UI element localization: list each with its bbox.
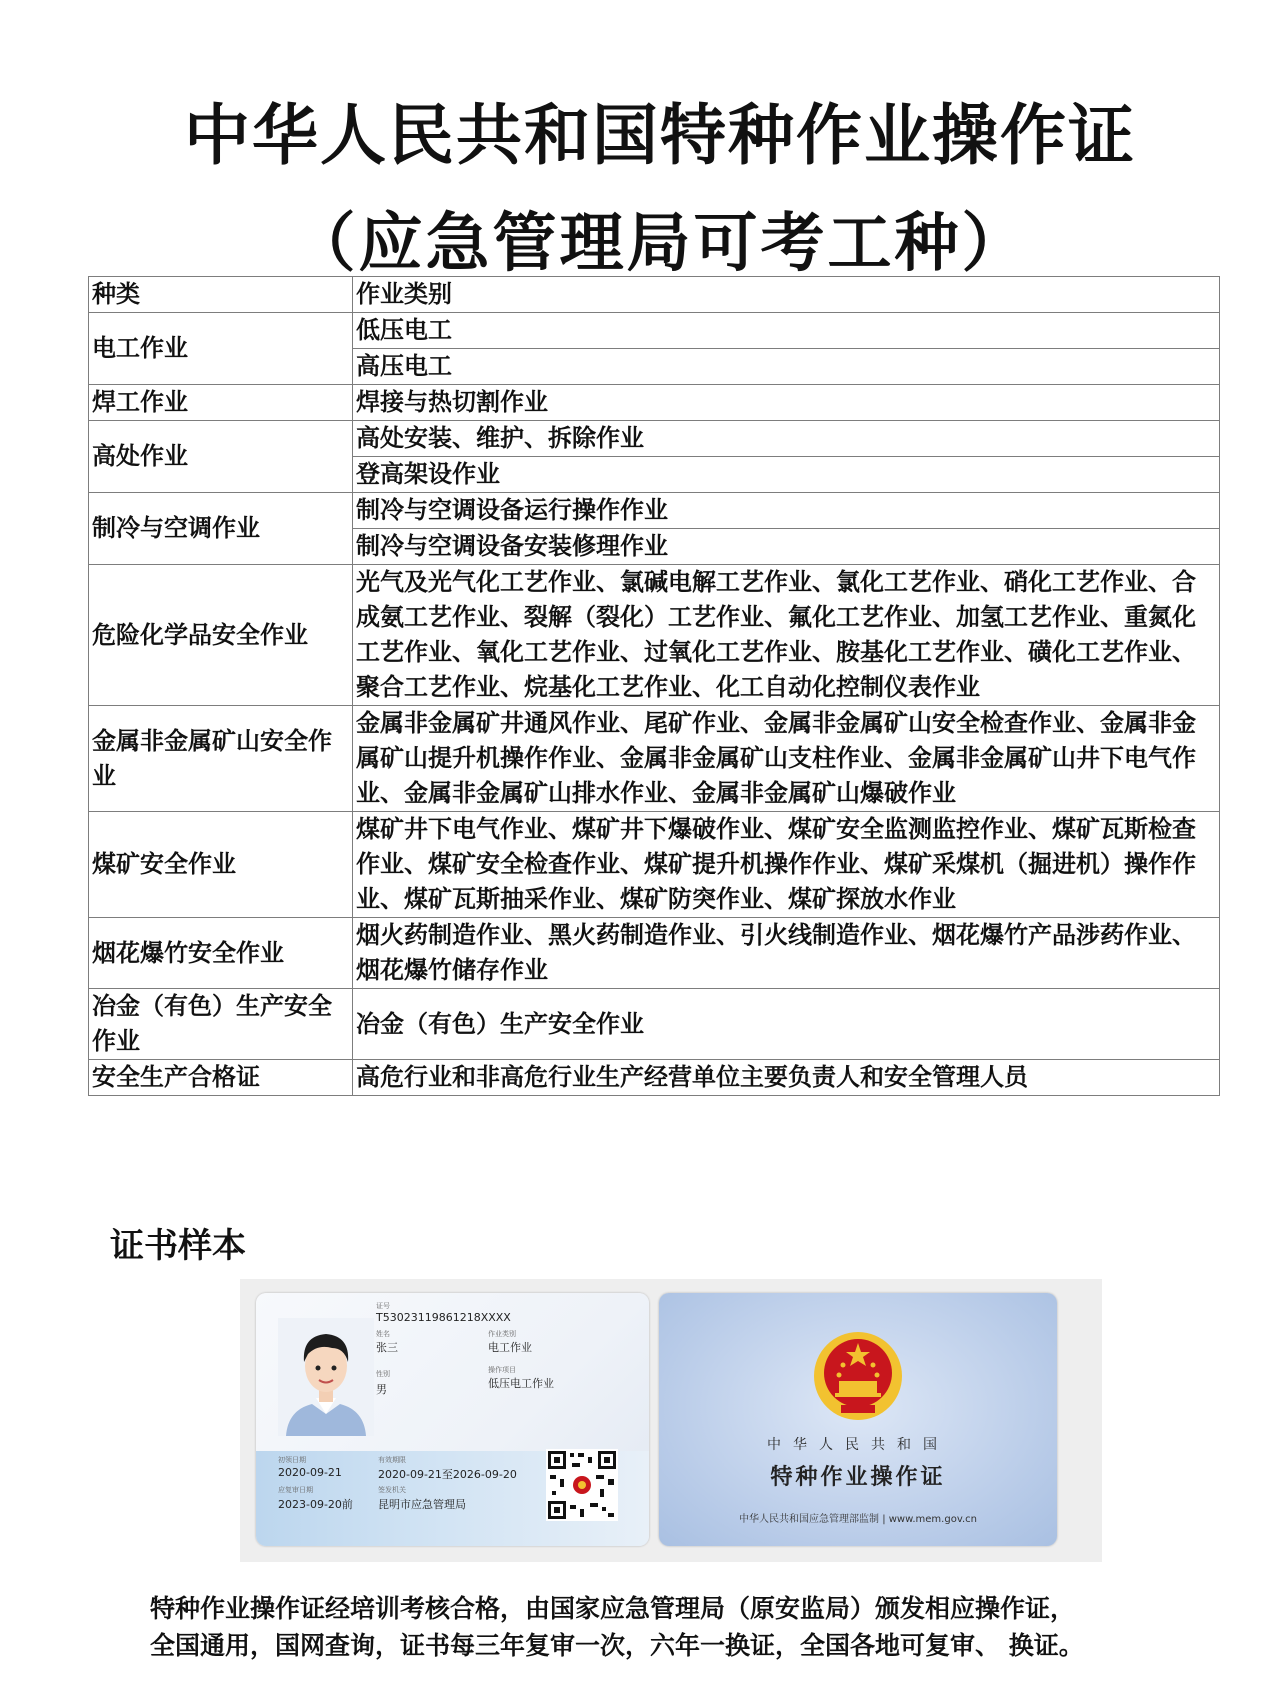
- type-cell: 冶金（有色）生产安全作业: [353, 989, 1220, 1060]
- certificate-front: [256, 1293, 649, 1546]
- type-cell: 烟火药制造作业、黑火药制造作业、引火线制造作业、烟花爆竹产品涉药作业、烟花爆竹储存作业: [353, 918, 1220, 989]
- type-cell: 焊接与热切割作业: [353, 385, 1220, 421]
- gender-value: 男: [376, 1383, 387, 1396]
- table-row: [89, 706, 1220, 812]
- category-cell: 焊工作业: [89, 385, 353, 421]
- table-header-type: 作业类别: [353, 277, 1220, 313]
- table-header-row: [89, 277, 1220, 313]
- first-issue-value: 2020-09-21: [278, 1466, 342, 1479]
- item-label: 操作项目: [488, 1366, 516, 1374]
- certificate-back: [659, 1293, 1057, 1546]
- type-cell: 高危行业和非高危行业生产经营单位主要负责人和安全管理人员: [353, 1060, 1220, 1096]
- back-certificate-title: 特种作业操作证: [770, 1465, 946, 1490]
- person-photo-icon: [278, 1318, 374, 1436]
- type-cell: 高压电工: [353, 349, 1220, 385]
- table-row: [89, 812, 1220, 918]
- name-label: 姓名: [376, 1330, 390, 1338]
- issuer-value: 昆明市应急管理局: [378, 1498, 466, 1511]
- back-country-name: 中华人民共和国: [767, 1437, 949, 1453]
- footer-note-line-2: 全国通用，国网查询，证书每三年复审一次，六年一换证，全国各地可复审、 换证。: [150, 1631, 1084, 1660]
- cert-no-value: T53023119861218XXXX: [376, 1311, 511, 1324]
- cert-no-label: 证号: [376, 1302, 390, 1310]
- first-issue-label: 初领日期: [278, 1456, 306, 1464]
- category-label: 作业类别: [488, 1330, 516, 1338]
- category-cell: 电工作业: [89, 313, 353, 385]
- table-row: [89, 565, 1220, 706]
- page-subtitle: （应急管理局可考工种）: [291, 207, 1029, 281]
- item-value: 低压电工作业: [488, 1377, 554, 1390]
- sample-title: 证书样本: [110, 1226, 246, 1266]
- job-category-table: [88, 276, 1220, 1096]
- name-value: 张三: [376, 1341, 398, 1354]
- footer-note: [150, 1590, 1150, 1664]
- issuer-label: 签发机关: [378, 1486, 406, 1494]
- valid-label: 有效期限: [378, 1456, 406, 1464]
- category-cell: 制冷与空调作业: [89, 493, 353, 565]
- type-cell: 煤矿井下电气作业、煤矿井下爆破作业、煤矿安全监测监控作业、煤矿瓦斯检查作业、煤矿安全检查作业、煤矿提升机操作作业、煤矿采煤机（掘进机）操作作业、煤矿瓦斯抽采作业、煤矿防突作业、煤矿探放水作业: [353, 812, 1220, 918]
- category-cell: 烟花爆竹安全作业: [89, 918, 353, 989]
- gender-label: 性别: [376, 1370, 390, 1378]
- type-cell: 制冷与空调设备运行操作作业: [353, 493, 1220, 529]
- review-value: 2023-09-20前: [278, 1498, 353, 1511]
- table-row: [89, 493, 1220, 529]
- table-row: [89, 1060, 1220, 1096]
- footer-note-line-1: 特种作业操作证经培训考核合格，由国家应急管理局（原安监局）颁发相应操作证，: [150, 1594, 1076, 1623]
- category-cell: 煤矿安全作业: [89, 812, 353, 918]
- type-cell: 低压电工: [353, 313, 1220, 349]
- category-cell: 冶金（有色）生产安全作业: [89, 989, 353, 1060]
- table-row: [89, 385, 1220, 421]
- table-header-category: 种类: [89, 277, 353, 313]
- page-title: 中华人民共和国特种作业操作证: [184, 97, 1136, 174]
- valid-value: 2020-09-21至2026-09-20: [378, 1468, 517, 1481]
- type-cell: 光气及光气化工艺作业、氯碱电解工艺作业、氯化工艺作业、硝化工艺作业、合成氨工艺作业、裂解（裂化）工艺作业、氟化工艺作业、加氢工艺作业、重氮化工艺作业、氧化工艺作业、过氧化工艺作业、胺基化工艺作业、磺化工艺作业、聚合工艺作业、烷基化工艺作业、化工自动化控制仪表作业: [353, 565, 1220, 706]
- category-cell: 危险化学品安全作业: [89, 565, 353, 706]
- table-row: [89, 918, 1220, 989]
- category-cell: 金属非金属矿山安全作业: [89, 706, 353, 812]
- type-cell: 登高架设作业: [353, 457, 1220, 493]
- category-cell: 高处作业: [89, 421, 353, 493]
- type-cell: 金属非金属矿井通风作业、尾矿作业、金属非金属矿山安全检查作业、金属非金属矿山提升机操作作业、金属非金属矿山支柱作业、金属非金属矿山井下电气作业、金属非金属矿山排水作业、金属非金属矿山爆破作业: [353, 706, 1220, 812]
- national-emblem-icon: [811, 1329, 905, 1423]
- table-row: [89, 421, 1220, 457]
- table-row: [89, 313, 1220, 349]
- qr-code-icon: [546, 1449, 618, 1521]
- review-label: 应复审日期: [278, 1486, 313, 1494]
- type-cell: 制冷与空调设备安装修理作业: [353, 529, 1220, 565]
- type-cell: 高处安装、维护、拆除作业: [353, 421, 1220, 457]
- category-cell: 安全生产合格证: [89, 1060, 353, 1096]
- back-issuer-line: 中华人民共和国应急管理部监制 | www.mem.gov.cn: [739, 1514, 977, 1525]
- table-row: [89, 989, 1220, 1060]
- category-value: 电工作业: [488, 1341, 532, 1354]
